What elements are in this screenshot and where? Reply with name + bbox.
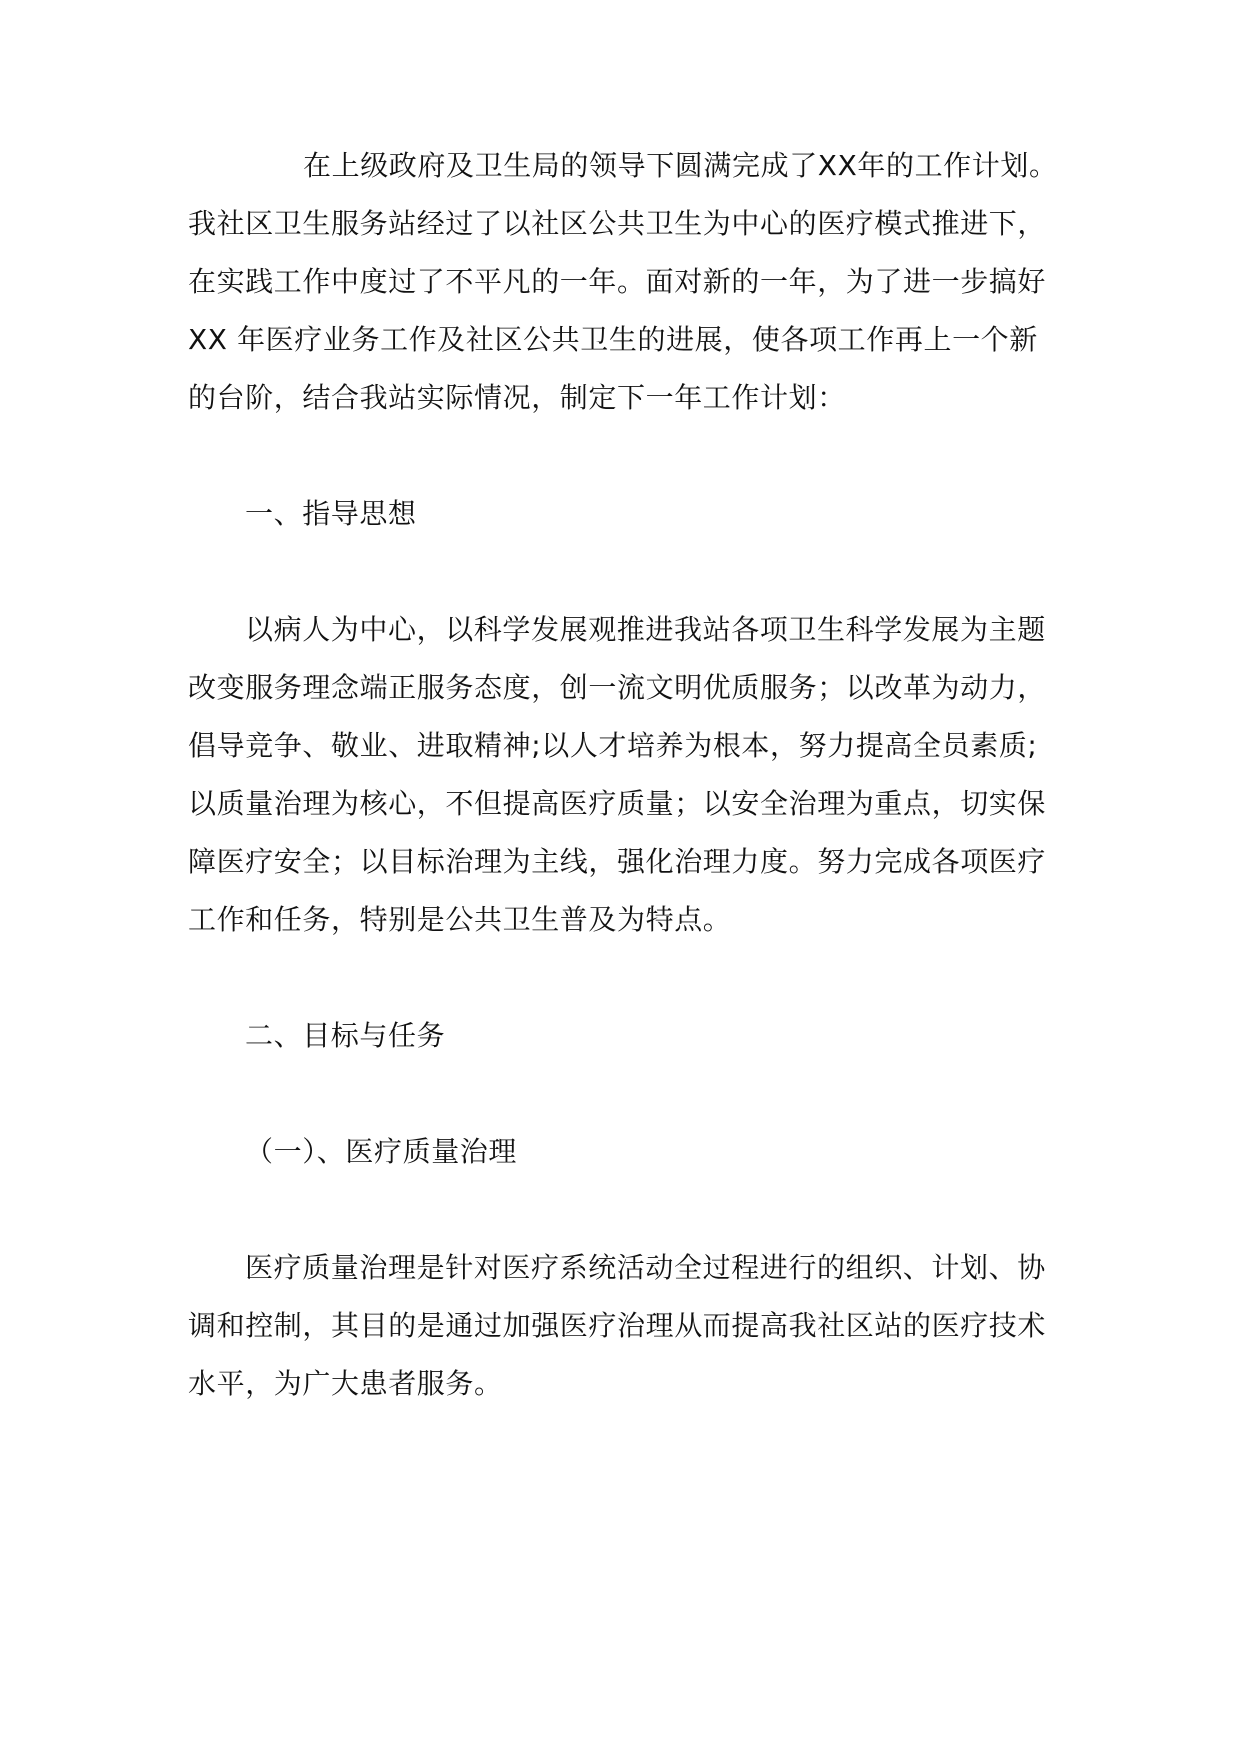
section-1-line-3: 倡导竞争、敬业、进取精神;以人才培养为根本，努力提高全员素质; (188, 729, 1038, 762)
intro-line-3: 在实践工作中度过了不平凡的一年。面对新的一年，为了进一步搞好 (188, 265, 1047, 298)
section-2-heading: 二、目标与任务 (245, 1019, 446, 1052)
section-1-line-4: 以质量治理为核心，不但提高医疗质量；以安全治理为重点，切实保 (188, 787, 1047, 820)
section-2-line-2: 调和控制，其目的是通过加强医疗治理从而提高我社区站的医疗技术 (188, 1309, 1047, 1342)
intro-line-1: 在上级政府及卫生局的领导下圆满完成了XX年的工作计划。 (303, 149, 1058, 182)
intro-line-5: 的台阶，结合我站实际情况，制定下一年工作计划： (188, 381, 846, 414)
section-1-line-2: 改变服务理念端正服务态度，创一流文明优质服务；以改革为动力， (188, 671, 1047, 704)
section-2-line-3: 水平，为广大患者服务。 (188, 1367, 503, 1400)
section-1-line-1: 以病人为中心，以科学发展观推进我站各项卫生科学发展为主题 (245, 613, 1046, 646)
section-1-heading: 一、指导思想 (245, 497, 417, 530)
section-1-line-6: 工作和任务，特别是公共卫生普及为特点。 (188, 903, 732, 936)
section-1-line-5: 障医疗安全；以目标治理为主线，强化治理力度。努力完成各项医疗 (188, 845, 1047, 878)
intro-line-2: 我社区卫生服务站经过了以社区公共卫生为中心的医疗模式推进下， (188, 207, 1047, 240)
section-2-line-1: 医疗质量治理是针对医疗系统活动全过程进行的组织、计划、协 (245, 1251, 1046, 1284)
intro-line-4: XX 年医疗业务工作及社区公共卫生的进展，使各项工作再上一个新 (188, 323, 1038, 356)
section-2-subheading: （一）、医疗质量治理 (245, 1135, 518, 1168)
